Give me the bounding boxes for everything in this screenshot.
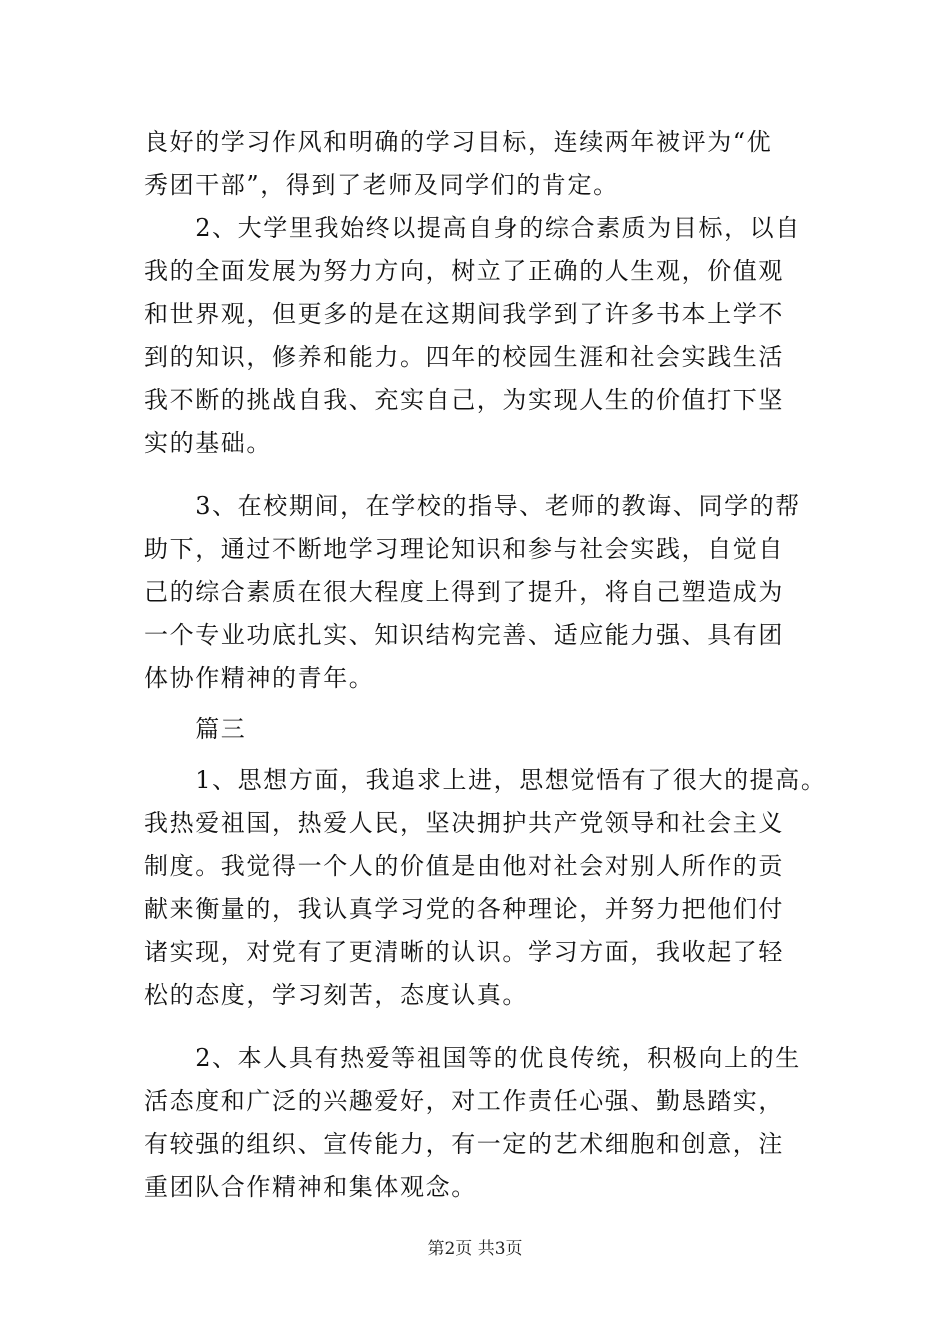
text-line: 我热爱祖国，热爱人民，坚决拥护共产党领导和社会主义 [144, 809, 784, 837]
text-line: 诸实现，对党有了更清晰的认识。学习方面，我收起了轻 [144, 938, 784, 966]
text-line: 己的综合素质在很大程度上得到了提升，将自己塑造成为 [144, 578, 784, 606]
text-line: 良好的学习作风和明确的学习目标，连续两年被评为“优 [144, 128, 773, 156]
text-line: 实的基础。 [144, 429, 272, 457]
text-line: 我不断的挑战自我、充实自己，为实现人生的价值打下坚 [144, 386, 784, 414]
text-line: 和世界观，但更多的是在这期间我学到了许多书本上学不 [144, 300, 784, 328]
text-line: 1、思想方面，我追求上进，思想觉悟有了很大的提高。 [144, 766, 827, 794]
text-line: 助下，通过不断地学习理论知识和参与社会实践，自觉自 [144, 535, 784, 563]
text-line: 3、在校期间，在学校的指导、老师的教诲、同学的帮 [144, 492, 801, 520]
text-line: 制度。我觉得一个人的价值是由他对社会对别人所作的贡 [144, 852, 784, 880]
text-line: 体协作精神的青年。 [144, 664, 375, 692]
section-heading: 篇三 [144, 715, 247, 743]
text-line: 一个专业功底扎实、知识结构完善、适应能力强、具有团 [144, 621, 784, 649]
text-line: 2、本人具有热爱等祖国等的优良传统，积极向上的生 [144, 1044, 801, 1072]
text-line: 2、大学里我始终以提高自身的综合素质为目标，以自 [144, 214, 801, 242]
text-line: 松的态度，学习刻苦，态度认真。 [144, 981, 528, 1009]
text-line: 献来衡量的，我认真学习党的各种理论，并努力把他们付 [144, 895, 784, 923]
text-line: 重团队合作精神和集体观念。 [144, 1173, 477, 1201]
text-line: 有较强的组织、宣传能力，有一定的艺术细胞和创意，注 [144, 1130, 784, 1158]
text-line: 活态度和广泛的兴趣爱好，对工作责任心强、勤恳踏实， [144, 1087, 784, 1115]
text-line: 到的知识，修养和能力。四年的校园生涯和社会实践生活 [144, 343, 784, 371]
text-line: 我的全面发展为努力方向，树立了正确的人生观，价值观 [144, 257, 784, 285]
page-number-footer: 第2页 共3页 [427, 1239, 523, 1259]
text-line: 秀团干部”，得到了老师及同学们的肯定。 [144, 171, 619, 199]
